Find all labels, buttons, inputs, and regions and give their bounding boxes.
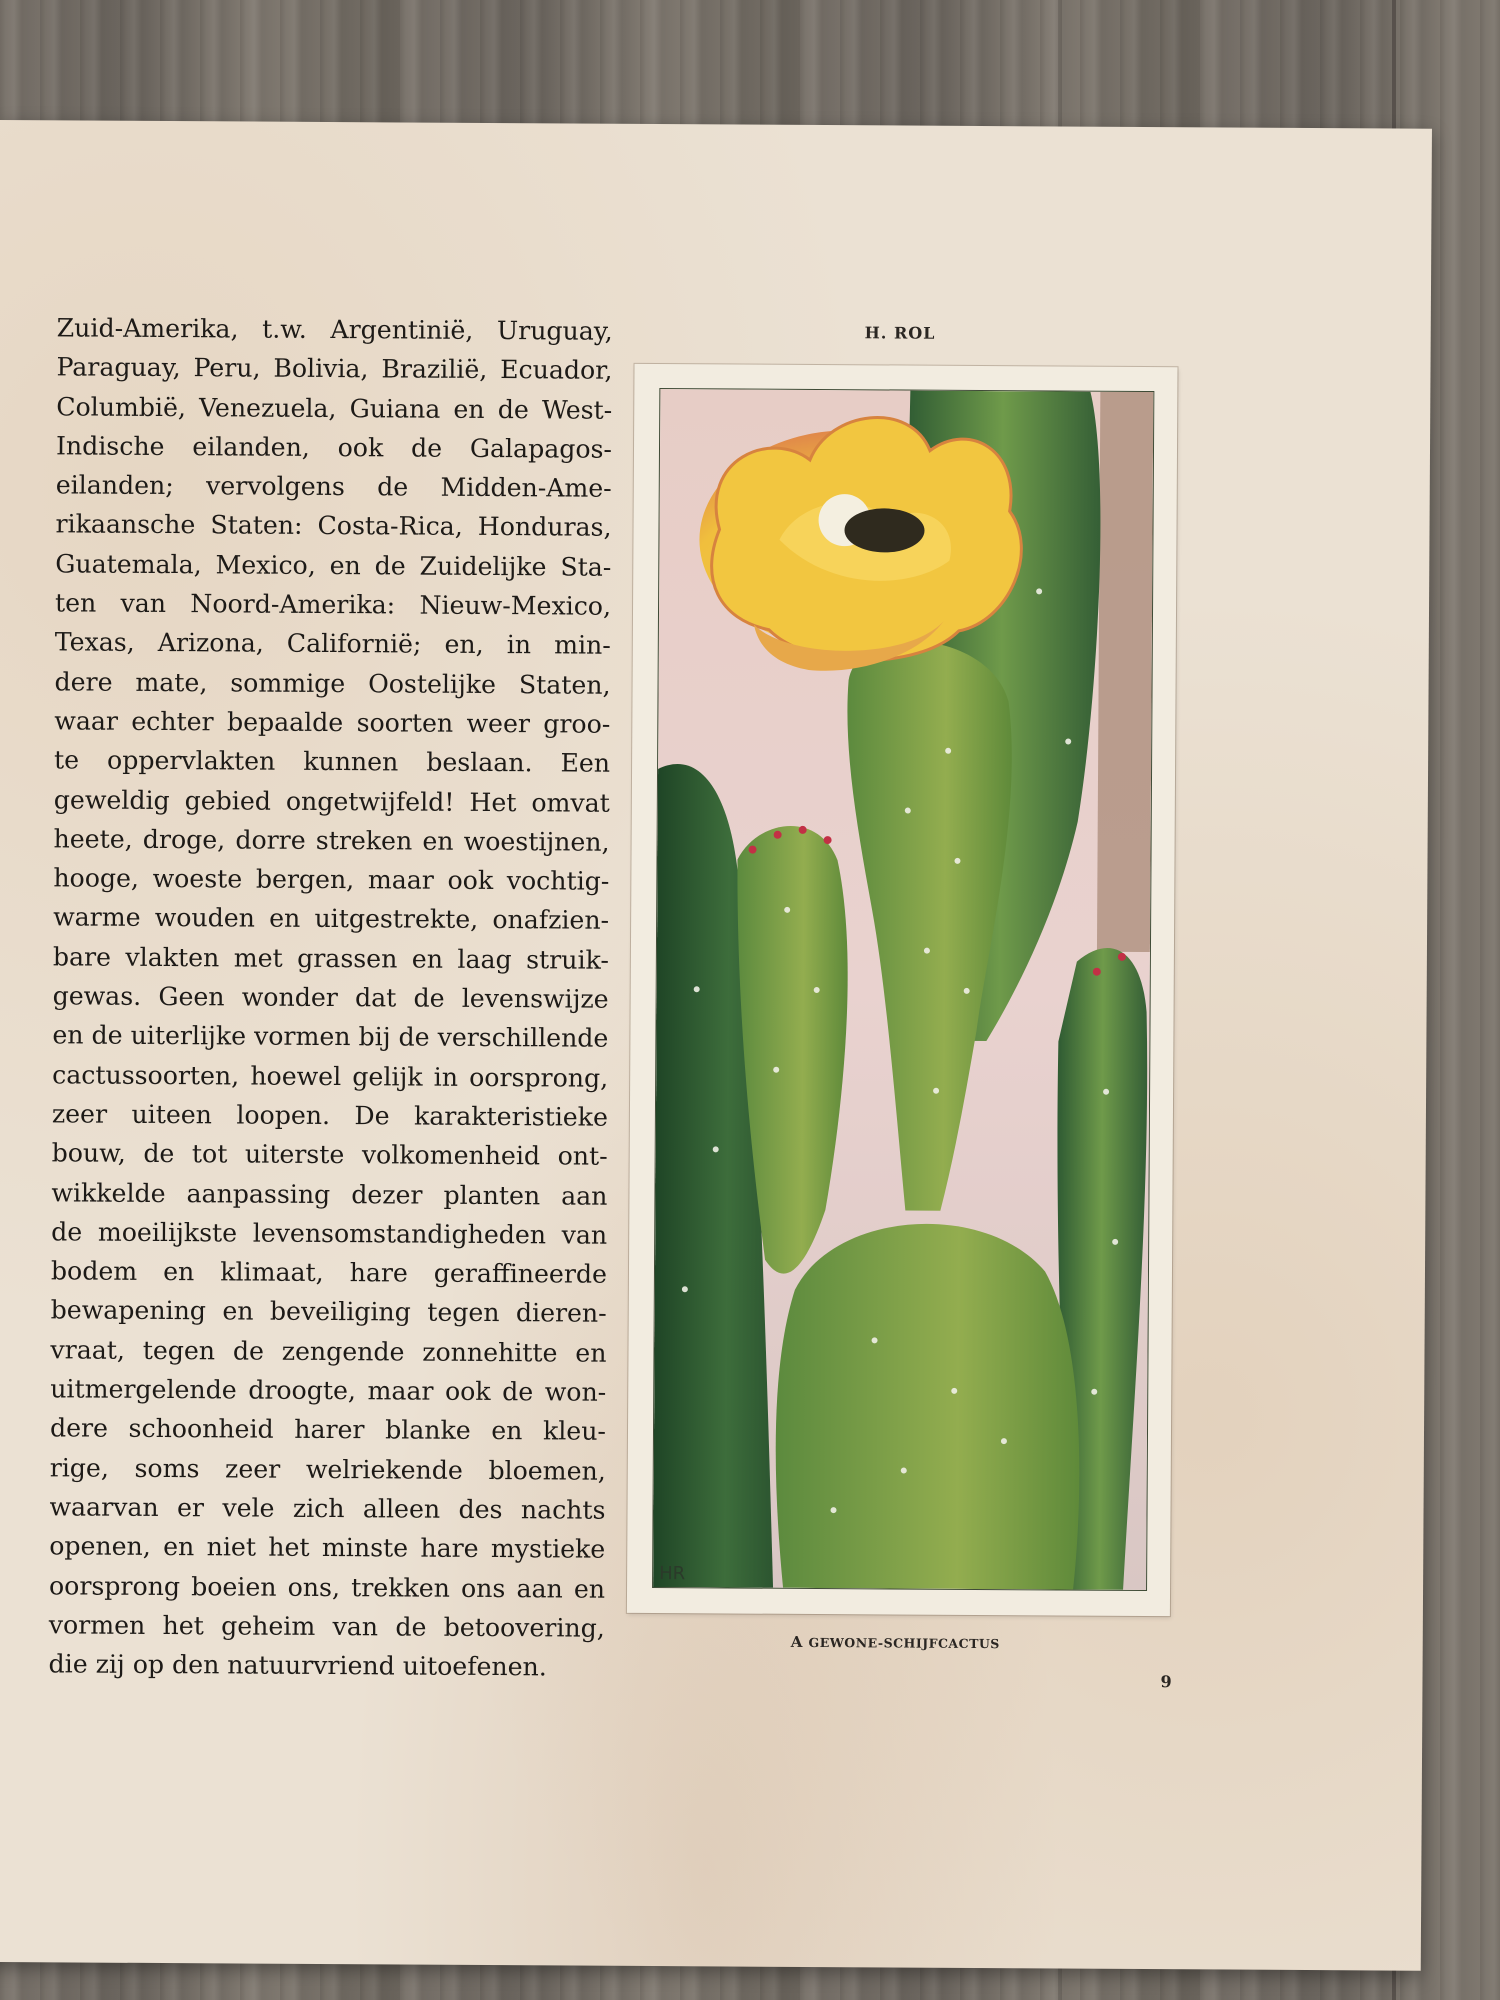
text-line: te oppervlakten kunnen beslaan. Een	[54, 745, 611, 779]
text-line: Columbië, Venezuela, Guiana en de West-	[56, 391, 613, 425]
text-line: bewapening en beveiliging tegen dieren-	[50, 1295, 607, 1329]
page-number: 9	[1160, 1672, 1172, 1692]
text-line: cactussoorten, hoewel gelijk in oorsprong,	[52, 1059, 609, 1093]
artist-credit: H. ROL	[864, 323, 936, 343]
text-line: dere schoonheid harer blanke en kleu-	[49, 1413, 607, 1447]
text-line: bodem en klimaat, hare geraffineerde	[50, 1256, 608, 1289]
text-line: zeer uiteen loopen. De karakteristieke	[51, 1099, 609, 1132]
text-line: geweldig gebied ongetwijfeld! Het omvat	[53, 784, 610, 818]
text-line: waarvan er vele zich alleen des nachts	[49, 1492, 606, 1525]
text-line: rige, soms zeer welriekende bloemen,	[49, 1452, 606, 1486]
text-line: vormen het geheim van de betoovering,	[48, 1610, 605, 1643]
text-line: wikkelde aanpassing dezer planten aan	[51, 1177, 608, 1211]
plate-caption	[791, 1633, 1000, 1652]
illustration-plate-mount	[627, 364, 1178, 1616]
monogram-glyph: HR	[659, 1563, 686, 1585]
text-line: hooge, woeste bergen, maar ook vochtig-	[53, 863, 610, 896]
text-line: ten van Noord-Amerika: Nieuw-Mexico,	[54, 588, 612, 621]
text-line: oorsprong boeien ons, trekken ons aan en	[48, 1570, 606, 1604]
text-line: dere mate, sommige Oostelijke Staten,	[54, 667, 611, 700]
text-line: gewas. Geen wonder dat de levenswijze	[52, 981, 609, 1014]
text-line: Texas, Arizona, Californië; en, in min-	[54, 627, 611, 661]
text-line: Indische eilanden, ook de Galapagos-	[55, 431, 613, 464]
text-line: heete, droge, dorre streken en woestijnen,	[53, 824, 610, 857]
text-line: rikaansche Staten: Costa-Rica, Honduras,	[55, 509, 612, 543]
text-line: bare vlakten met grassen en laag struik-	[52, 942, 609, 975]
text-line: bouw, de tot uiterste volkomenheid ont-	[51, 1138, 608, 1171]
text-line: eilanden; vervolgens de Midden-Ame-	[55, 470, 612, 503]
text-line: die zij op den natuurvriend uitoefenen.	[48, 1649, 547, 1682]
caption-name: GEWONE-SCHIJFCACTUS	[808, 1634, 1000, 1652]
text-line: warme wouden en uitgestrekte, onafzien-	[53, 902, 610, 936]
cactus-illustration	[652, 388, 1154, 1591]
text-line: vraat, tegen de zengende zonnehitte en	[50, 1335, 607, 1368]
text-line: en de uiterlijke vormen bij de verschillende	[52, 1020, 609, 1054]
book-page	[0, 120, 1432, 1971]
text-line: de moeilijkste levensomstandigheden van	[51, 1217, 608, 1250]
text-line: openen, en niet het minste hare mystieke	[49, 1531, 606, 1564]
text-line: waar echter bepaalde soorten weer groo-	[54, 706, 611, 739]
body-text	[48, 308, 612, 1687]
text-line: uitmergelende droogte, maar ook de won-	[50, 1374, 607, 1407]
caption-letter: A	[790, 1632, 803, 1651]
text-line: Guatemala, Mexico, en de Zuidelijke Sta-	[55, 549, 612, 582]
text-line: Paraguay, Peru, Bolivia, Brazilië, Ecuador,	[56, 352, 613, 386]
text-line: Zuid-Amerika, t.w. Argentinië, Uruguay,	[56, 313, 613, 346]
